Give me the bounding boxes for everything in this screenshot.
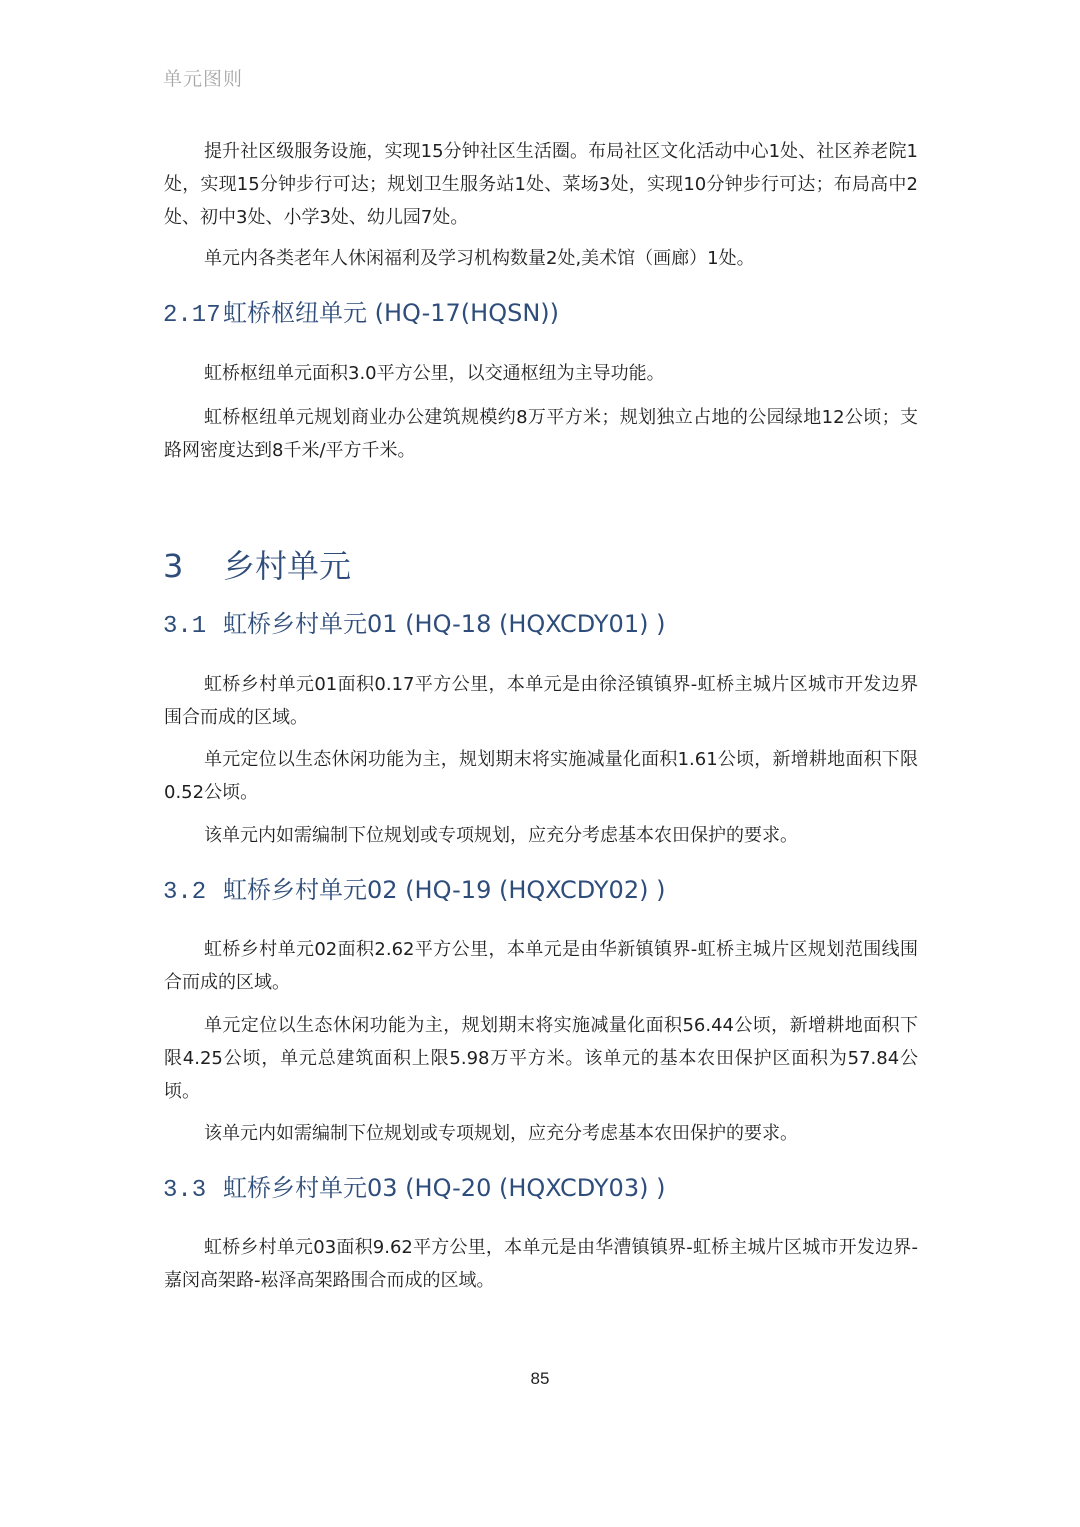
page-number: 85 — [530, 1369, 550, 1388]
section-heading-3-2 — [163, 870, 665, 906]
body-paragraph: 单元内各类老年人休闲福利及学习机构数量2处,美术馆（画廊）1处。 — [204, 248, 755, 269]
body-paragraph: 单元定位以生态休闲功能为主，规划期末将实施减量化面积56.44公顷，新增耕地面积下限4.25公顷，单元总建筑面积上限5.98万平方米。该单元的基本农田保护区面积为57.84公顷。 — [164, 1015, 918, 1102]
section-number: 3.3 — [163, 1177, 207, 1204]
chapter-title: 乡村单元 — [223, 547, 352, 585]
section-number: 2.17 — [163, 302, 221, 329]
section-title: 虹桥乡村单元01 (HQ-18 (HQXCDY01) ) — [223, 610, 666, 638]
body-paragraph: 该单元内如需编制下位规划或专项规划，应充分考虑基本农田保护的要求。 — [204, 825, 798, 846]
section-heading-3-3 — [163, 1168, 665, 1204]
body-paragraph: 提升社区级服务设施，实现15分钟社区生活圈。布局社区文化活动中心1处、社区养老院1处，实现15分钟步行可达；规划卫生服务站1处、菜场3处，实现10分钟步行可达；布局高中2处、初中3处、小学3处、幼儿园7处。 — [164, 141, 918, 228]
body-paragraph: 单元定位以生态休闲功能为主，规划期末将实施减量化面积1.61公顷，新增耕地面积下限0.52公顷。 — [164, 749, 918, 803]
body-paragraph: 虹桥枢纽单元规划商业办公建筑规模约8万平方米；规划独立占地的公园绿地12公顷；支路网密度达到8千米/平方千米。 — [164, 407, 918, 461]
section-heading-2-17 — [163, 293, 559, 329]
section-title: 虹桥枢纽单元 (HQ-17(HQSN)) — [223, 299, 560, 327]
body-paragraph: 虹桥乡村单元01面积0.17平方公里，本单元是由徐泾镇镇界-虹桥主城片区城市开发边界围合而成的区域。 — [164, 674, 918, 728]
chapter-number: 3 — [163, 547, 184, 585]
body-paragraph: 虹桥乡村单元03面积9.62平方公里，本单元是由华漕镇镇界-虹桥主城片区城市开发边界-嘉闵高架路-崧泽高架路围合而成的区域。 — [164, 1237, 918, 1291]
body-paragraph: 虹桥乡村单元02面积2.62平方公里，本单元是由华新镇镇界-虹桥主城片区规划范围线围合而成的区域。 — [164, 939, 918, 993]
body-paragraph: 虹桥枢纽单元面积3.0平方公里，以交通枢纽为主导功能。 — [204, 363, 665, 384]
section-title: 虹桥乡村单元03 (HQ-20 (HQXCDY03) ) — [223, 1174, 666, 1202]
body-paragraph: 该单元内如需编制下位规划或专项规划，应充分考虑基本农田保护的要求。 — [204, 1123, 798, 1144]
running-header: 单元图则 — [163, 68, 244, 90]
section-title: 虹桥乡村单元02 (HQ-19 (HQXCDY02) ) — [223, 876, 666, 904]
section-number: 3.1 — [163, 613, 207, 640]
chapter-heading-3 — [163, 541, 351, 587]
section-heading-3-1 — [163, 604, 665, 640]
section-number: 3.2 — [163, 879, 207, 906]
